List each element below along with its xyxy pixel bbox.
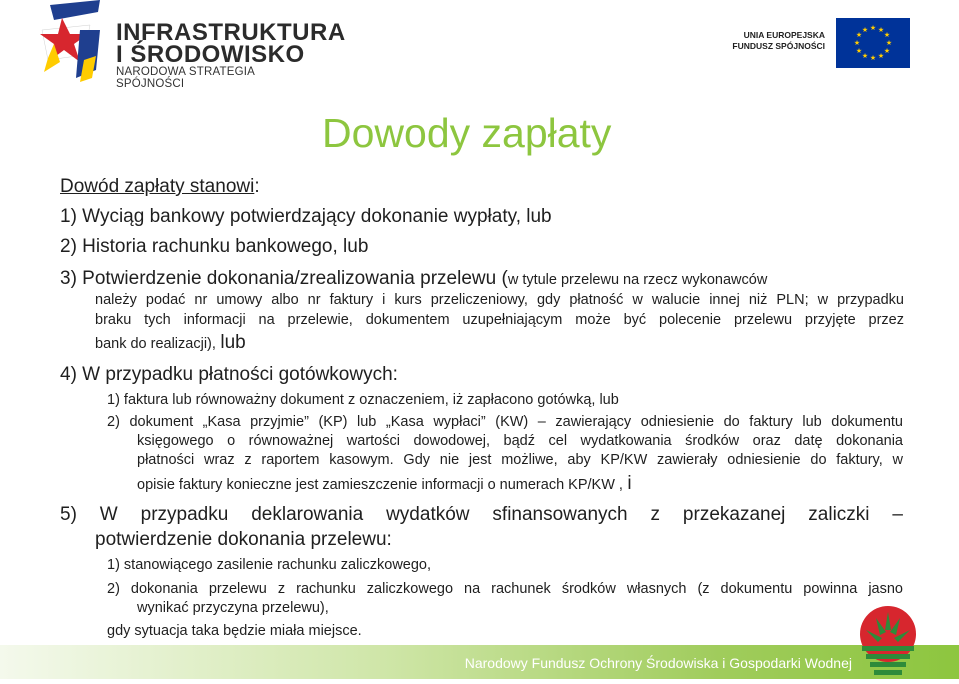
list-item-4-sub-1: 1) faktura lub równoważny dokument z oznaczeniem, iż zapłacono gotówką, lub <box>107 392 619 408</box>
eu-label-line1: UNIA EUROPEJSKA <box>743 30 825 40</box>
list-item-4-sub-2-line3: płatności wraz z raportem kasowym. Gdy nie jest możliwe, aby KP/KW zawierały odniesienie do faktury, w <box>137 452 903 468</box>
list-item-5-sub-2-line1: 2) dokonania przelewu z rachunku zaliczkowego na rachunek środków własnych (z dokumentu powinna jasno <box>107 581 903 597</box>
list-item-3-line1 <box>60 268 904 290</box>
list-item-4: 4) W przypadku płatności gotówkowych: <box>60 364 398 385</box>
list-item-3-bank: bank do realizacji), <box>95 336 216 352</box>
list-item-1: 1) Wyciąg bankowy potwierdzający dokonanie wypłaty, lub <box>60 206 552 227</box>
list-item-3-line4 <box>95 332 246 354</box>
svg-text:★: ★ <box>877 52 885 60</box>
list-item-5-line2: potwierdzenie dokonania przelewu: <box>95 529 392 550</box>
list-item-5-sub-2-line2: wynikać przyczyna przelewu), <box>137 600 329 616</box>
list-item-3-tail: w tytule przelewu na rzecz wykonawców <box>507 272 768 288</box>
svg-text:★: ★ <box>855 31 863 39</box>
eu-label <box>732 30 825 52</box>
svg-text:★: ★ <box>877 26 885 34</box>
nfosigw-logo-icon <box>858 604 918 679</box>
page-title: Dowody zapłaty <box>322 110 612 156</box>
intro-label: Dowód zapłaty stanowi <box>60 176 255 197</box>
svg-text:★: ★ <box>869 54 877 62</box>
intro-colon: : <box>254 176 260 197</box>
eu-flag-icon <box>836 18 910 68</box>
list-item-5-line1: 5) W przypadku deklarowania wydatków sfinansowanych z przekazanej zaliczki – <box>60 504 903 525</box>
logo-line-3: NARODOWA STRATEGIA SPÓJNOŚCI <box>116 66 255 90</box>
logo-line-1: INFRASTRUKTURA <box>116 19 346 46</box>
intro-line <box>60 176 260 198</box>
svg-text:★: ★ <box>861 52 869 60</box>
list-item-4-sub-2-line4 <box>137 473 632 495</box>
svg-text:★: ★ <box>853 39 861 47</box>
list-item-3-lead: 3) Potwierdzenie dokonania/zrealizowania przelewu ( <box>60 268 508 289</box>
closing-line: gdy sytuacja taka będzie miała miejsce. <box>107 623 362 639</box>
svg-text:★: ★ <box>869 24 877 32</box>
logo-line-2: I ŚRODOWISKO <box>116 41 305 68</box>
list-item-4-sub-2-line2: księgowego o równoważnej wartości dowodowej, bądź cel wydatkowania środków oraz datę dokonania <box>137 433 903 449</box>
list-item-5-sub-1: 1) stanowiącego zasilenie rachunku zaliczkowego, <box>107 557 432 573</box>
svg-text:★: ★ <box>855 47 863 55</box>
list-item-2: 2) Historia rachunku bankowego, lub <box>60 236 369 257</box>
svg-text:★: ★ <box>885 39 893 47</box>
footer-text: Narodowy Fundusz Ochrony Środowiska i Gospodarki Wodnej <box>464 655 852 671</box>
svg-text:★: ★ <box>883 31 891 39</box>
list-item-3-line3: braku tych informacji na przelewie, dokumentem uzupełniającym może być polecenie przelewu przyjęte przez <box>95 312 904 328</box>
list-item-4-sub-2-i: i <box>627 473 632 494</box>
infrastruktura-logo <box>40 0 346 90</box>
list-item-4-sub-2-text: opisie faktury konieczne jest zamieszczenie informacji o numerach KP/KW , <box>137 477 623 493</box>
svg-text:★: ★ <box>861 26 869 34</box>
eu-label-line2: FUNDUSZ SPÓJNOŚCI <box>732 41 825 51</box>
svg-text:★: ★ <box>883 47 891 55</box>
star-emblem-icon <box>40 0 114 84</box>
list-item-3-lub: lub <box>220 332 246 353</box>
list-item-4-sub-2-line1: 2) dokument „Kasa przyjmie” (KP) lub „Kasa wypłaci” (KW) – zawierający odniesienie do faktury lub dokumentu <box>107 414 903 430</box>
list-item-3-line2: należy podać nr umowy albo nr faktury i kurs przeliczeniowy, gdy płatność w walucie innej niż PLN; w przypadku <box>95 292 904 308</box>
